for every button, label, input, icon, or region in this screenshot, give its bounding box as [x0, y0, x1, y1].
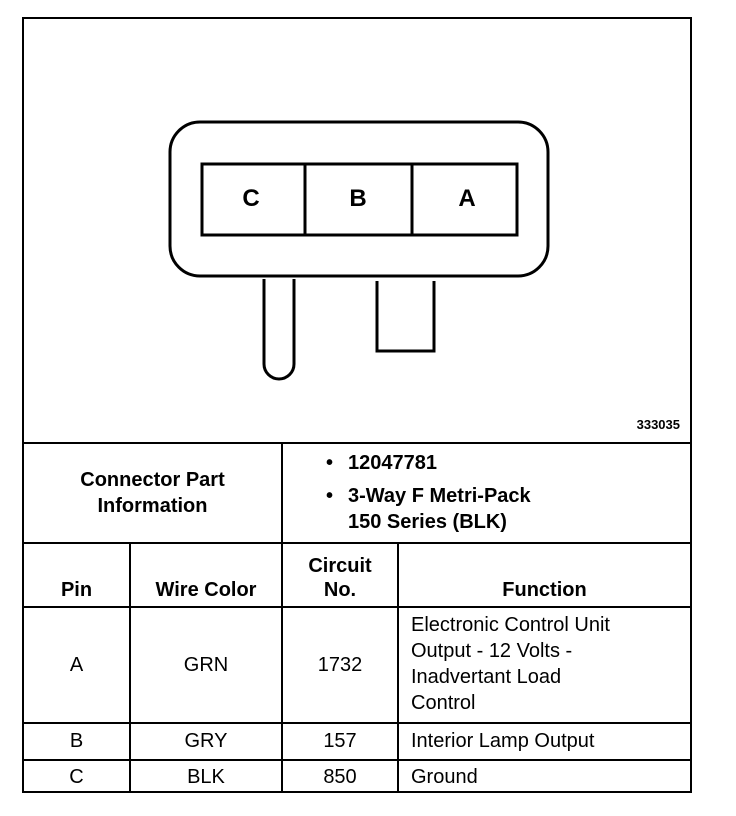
label-line: Information	[97, 495, 208, 517]
header-line: Circuit	[308, 555, 372, 577]
function-line: Ground	[411, 766, 478, 788]
wire-color-cell: GRN	[183, 653, 229, 676]
function-line: Inadvertant Load	[411, 666, 562, 688]
header-wire-color: Wire Color	[155, 579, 257, 601]
cavity-label-a: A	[458, 185, 476, 212]
header-line: No.	[323, 579, 357, 601]
pin-cell: B	[69, 730, 84, 752]
wire-color-cell: GRY	[184, 730, 228, 752]
figure-reference-number: 333035	[636, 417, 680, 432]
function-line: Control	[411, 692, 476, 714]
header-function: Function	[502, 579, 587, 601]
connector-drawing	[24, 19, 690, 442]
function-line: Electronic Control Unit	[411, 614, 610, 636]
part-number: 12047781	[348, 452, 437, 474]
bullet-icon: •	[326, 485, 334, 507]
bullet-icon: •	[326, 452, 334, 474]
wire-color-cell: BLK	[187, 765, 225, 788]
connector-card	[22, 17, 692, 793]
pin-cell: A	[69, 653, 84, 676]
header-circuit-no	[283, 544, 397, 606]
circuit-cell: 850	[323, 765, 357, 788]
function-cell	[399, 612, 690, 722]
part-description-item	[326, 483, 531, 535]
cavity-label-c: C	[242, 185, 260, 212]
flat-terminal	[377, 281, 434, 351]
circuit-cell: 1732	[317, 653, 363, 676]
cavity-label-b: B	[349, 185, 367, 212]
function-cell	[399, 764, 690, 793]
description-line: 3-Way F Metri-Pack	[348, 485, 531, 507]
connector-part-info-label	[24, 444, 281, 542]
connector-diagram	[24, 19, 690, 442]
pin-cell: C	[69, 765, 84, 788]
round-terminal	[264, 279, 294, 379]
description-line: 150 Series (BLK)	[348, 511, 507, 533]
part-number-item	[326, 450, 437, 476]
header-pin: Pin	[60, 579, 93, 601]
function-line: Output - 12 Volts -	[411, 640, 573, 662]
function-cell	[399, 728, 690, 759]
function-line: Interior Lamp Output	[411, 730, 595, 752]
circuit-cell: 157	[323, 730, 357, 752]
label-line: Connector Part	[80, 469, 225, 491]
